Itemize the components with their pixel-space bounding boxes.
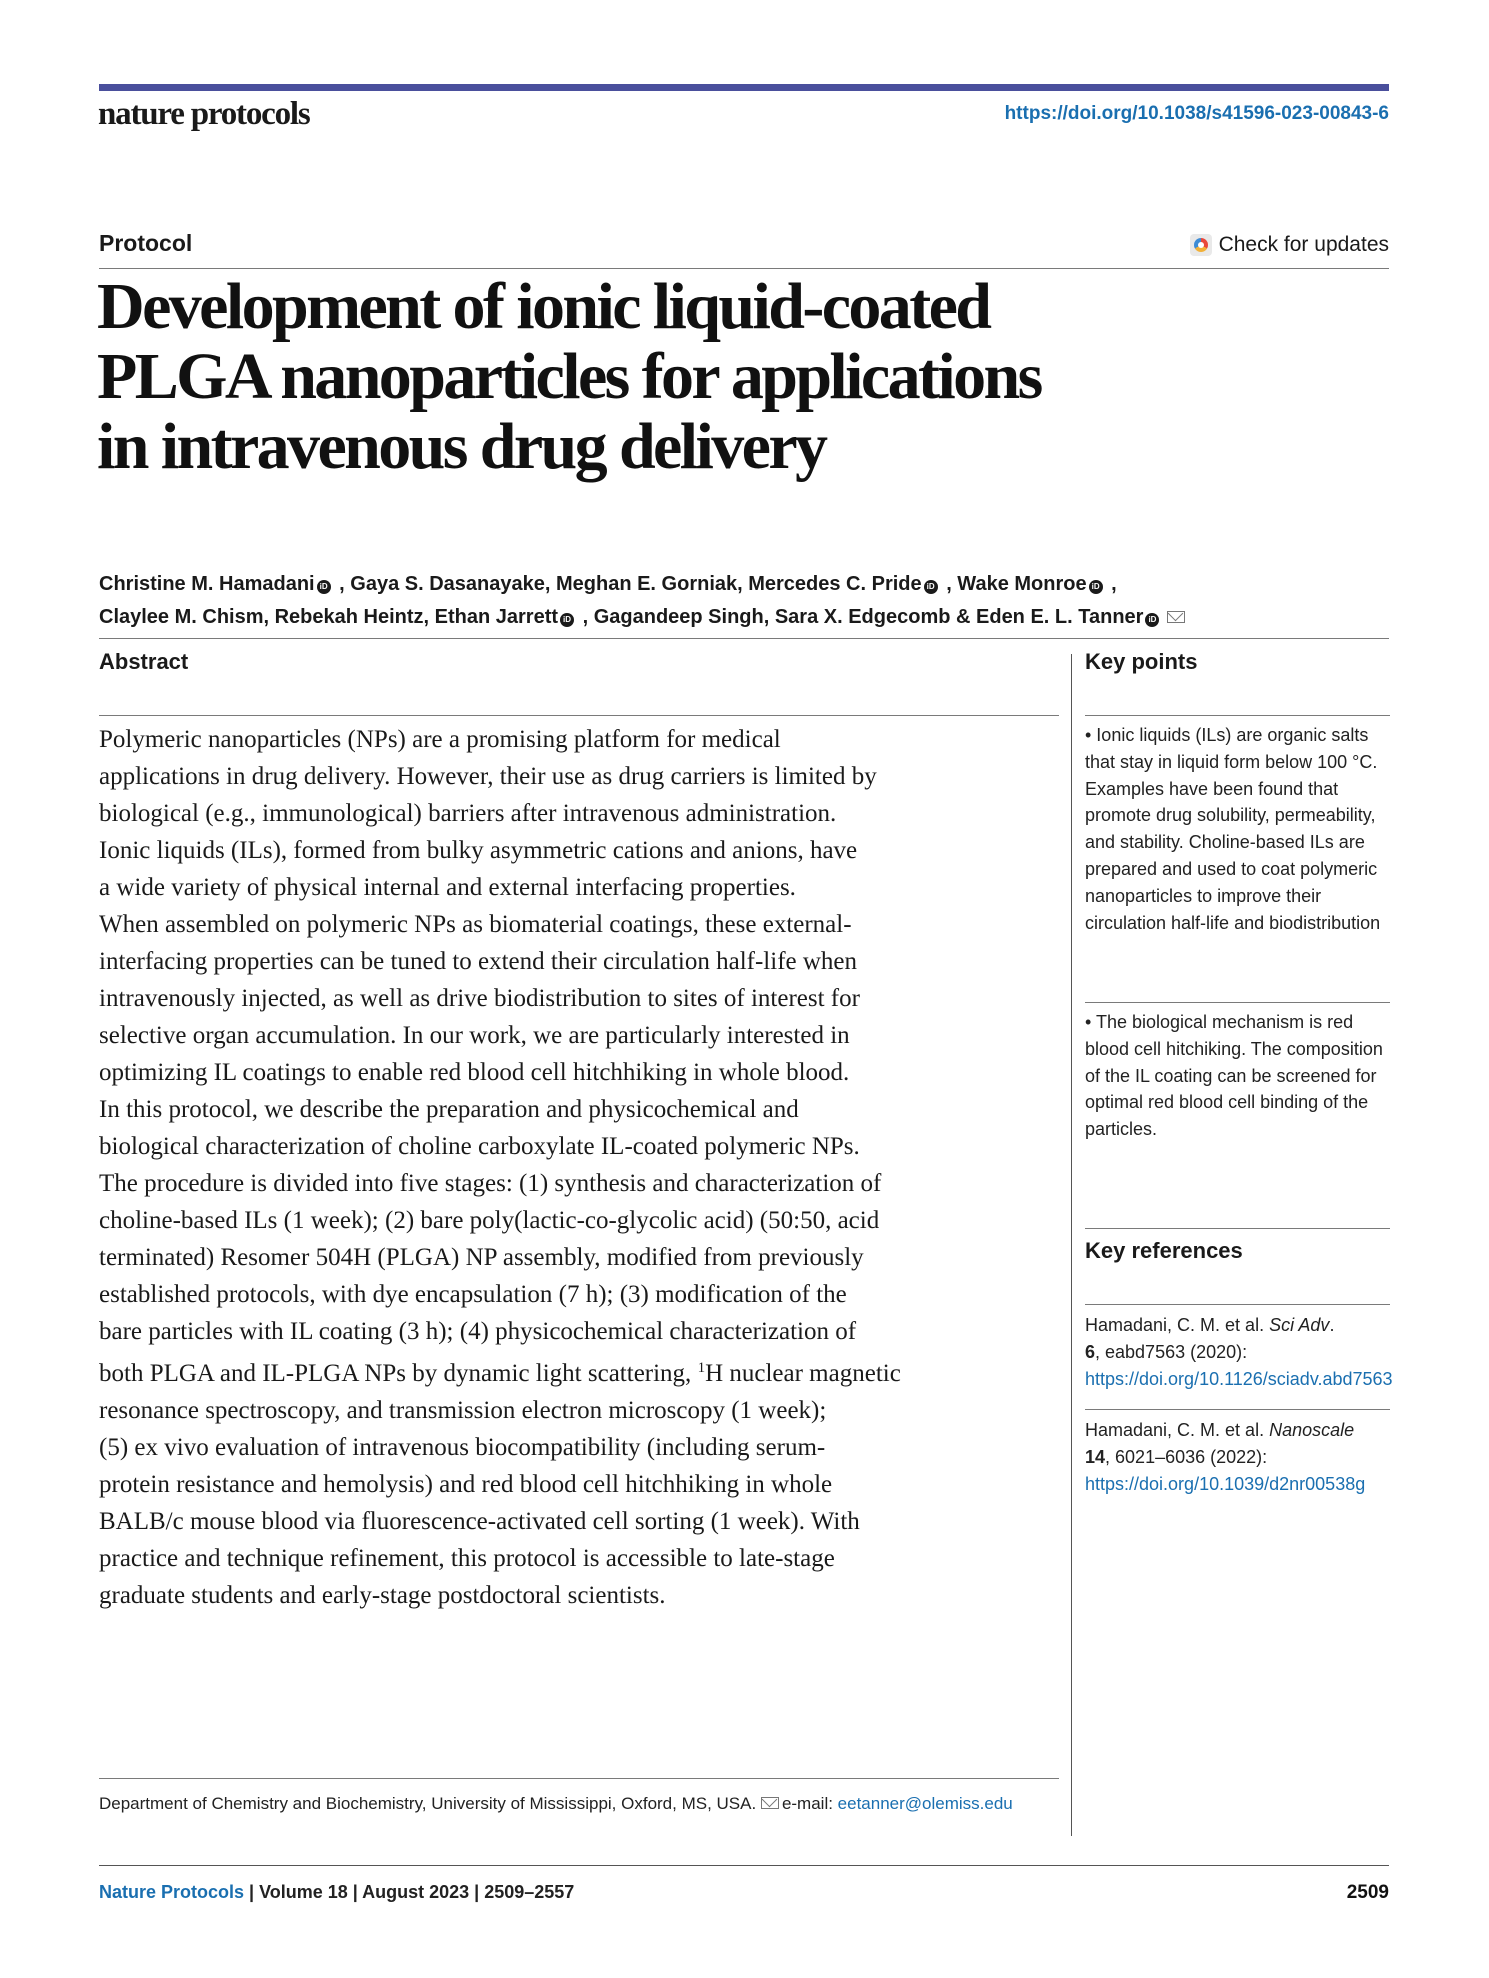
footer-citation xyxy=(99,1882,574,1903)
authors-bottom-rule xyxy=(99,638,1389,639)
title-line-3: in intravenous drug delivery xyxy=(97,410,826,483)
abstract-rule xyxy=(99,715,1059,716)
abstract-line: In this protocol, we describe the preparation and physicochemical and xyxy=(99,1096,799,1123)
article-title xyxy=(97,272,1197,482)
abstract-line: intravenously injected, as well as drive biodistribution to sites of interest for xyxy=(99,985,860,1012)
reference-link[interactable]: https://doi.org/10.1039/d2nr00538g xyxy=(1085,1474,1366,1494)
reference-item xyxy=(1085,1417,1390,1498)
orcid-icon[interactable]: iD xyxy=(1089,580,1103,594)
mail-icon[interactable] xyxy=(1167,611,1185,623)
reference-link[interactable]: https://doi.org/10.1126/sciadv.abd7563 xyxy=(1085,1369,1393,1389)
column-divider xyxy=(1071,654,1072,1836)
reference-volume: 6 xyxy=(1085,1342,1096,1362)
doi-link[interactable]: https://doi.org/10.1038/s41596-023-00843-6 xyxy=(1004,103,1389,124)
author-names[interactable]: , Gagandeep Singh, Sara X. Edgecomb & Eden E. L. Tanner xyxy=(577,606,1144,628)
author-separator: , xyxy=(1105,573,1117,595)
abstract-line: practice and technique refinement, this protocol is accessible to late-stage xyxy=(99,1545,835,1572)
mail-icon xyxy=(761,1797,779,1809)
key-points-heading: Key points xyxy=(1085,649,1198,674)
abstract-line: terminated) Resomer 504H (PLGA) NP assembly, modified from previously xyxy=(99,1244,864,1271)
abstract-line: interfacing properties can be tuned to extend their circulation half-life when xyxy=(99,948,858,975)
abstract-text-span: H nuclear magnetic xyxy=(705,1360,901,1387)
orcid-icon[interactable]: iD xyxy=(924,580,938,594)
abstract-line: graduate students and early-stage postdoctoral scientists. xyxy=(99,1582,666,1609)
email-label: e-mail: xyxy=(781,1794,838,1813)
reference-journal: Sci Adv xyxy=(1269,1315,1330,1335)
affiliation-text: Department of Chemistry and Biochemistry, University of Mississippi, Oxford, MS, USA. xyxy=(99,1794,761,1813)
reference-punct: . xyxy=(1329,1315,1335,1335)
key-point-item: • The biological mechanism is red blood cell hitchiking. The composition of the IL coating can be screened for optimal red blood cell binding of the particles. xyxy=(1085,1012,1383,1140)
check-updates-icon xyxy=(1190,234,1212,256)
abstract-line: established protocols, with dye encapsulation (7 h); (3) modification of the xyxy=(99,1281,847,1308)
key-point-item: • Ionic liquids (ILs) are organic salts that stay in liquid form below 100 °C. Examples have been found that promote drug solubility, permeability, and stability. Choline-based ILs are prepared and used to coat polymeric nanoparticles to improve their circulation half-life and biodistribution xyxy=(1085,725,1381,933)
orcid-icon[interactable]: iD xyxy=(1145,613,1159,627)
page-number: 2509 xyxy=(1346,1882,1389,1903)
orcid-icon[interactable]: iD xyxy=(560,613,574,627)
email-link[interactable]: eetanner@olemiss.edu xyxy=(837,1794,1013,1813)
title-line-1: Development of ionic liquid-coated xyxy=(97,270,990,343)
author-list xyxy=(99,568,1389,634)
footer-journal-link[interactable]: Nature Protocols xyxy=(99,1882,245,1902)
abstract-line: bare particles with IL coating (3 h); (4) physicochemical characterization of xyxy=(99,1318,857,1345)
abstract-line: choline-based ILs (1 week); (2) bare poly(lactic-co-glycolic acid) (50:50, acid xyxy=(99,1207,880,1234)
abstract-line: a wide variety of physical internal and external interfacing properties. xyxy=(99,874,796,901)
superscript: 1 xyxy=(697,1360,706,1376)
abstract-line: When assembled on polymeric NPs as biomaterial coatings, these external- xyxy=(99,911,852,938)
title-line-2: PLGA nanoparticles for applications xyxy=(97,340,1041,413)
key-references-rule xyxy=(1085,1304,1390,1305)
abstract-line: applications in drug delivery. However, their use as drug carriers is limited by xyxy=(99,763,877,790)
abstract-line: biological characterization of choline carboxylate IL-coated polymeric NPs. xyxy=(99,1133,860,1160)
reference-volume: 14 xyxy=(1085,1447,1106,1467)
title-top-rule xyxy=(99,268,1389,269)
footer-details: | Volume 18 | August 2023 | 2509–2557 xyxy=(244,1882,575,1902)
reference-journal: Nanoscale xyxy=(1269,1420,1355,1440)
section-label: Protocol xyxy=(99,230,193,256)
affiliation-rule xyxy=(99,1778,1059,1779)
reference-details: , 6021–6036 (2022): xyxy=(1105,1447,1268,1467)
abstract-line: biological (e.g., immunological) barriers after intravenous administration. xyxy=(99,800,837,827)
affiliation xyxy=(99,1790,1059,1818)
abstract-line: Polymeric nanoparticles (NPs) are a promising platform for medical xyxy=(99,726,781,753)
reference-item xyxy=(1085,1312,1393,1393)
author-names[interactable]: , Gaya S. Dasanayake, Meghan E. Gorniak, Mercedes C. Pride xyxy=(333,573,922,595)
abstract-line: The procedure is divided into five stages: (1) synthesis and characterization of xyxy=(99,1170,882,1197)
abstract-line xyxy=(99,1350,1059,1392)
key-references-top-rule xyxy=(1085,1228,1390,1229)
reference-authors: Hamadani, C. M. et al. xyxy=(1085,1420,1270,1440)
author-names[interactable]: Claylee M. Chism, Rebekah Heintz, Ethan Jarrett xyxy=(99,606,559,628)
author-name[interactable]: Christine M. Hamadani xyxy=(99,573,315,595)
abstract-text xyxy=(99,721,1059,1614)
orcid-icon[interactable]: iD xyxy=(317,580,331,594)
key-point-divider xyxy=(1085,1002,1390,1003)
reference-divider xyxy=(1085,1409,1390,1410)
key-references-heading: Key references xyxy=(1085,1238,1243,1263)
abstract-line: selective organ accumulation. In our work, we are particularly interested in xyxy=(99,1022,850,1049)
author-name[interactable]: , Wake Monroe xyxy=(940,573,1087,595)
footer-rule xyxy=(99,1865,1389,1866)
reference-details: , eabd7563 (2020): xyxy=(1095,1342,1248,1362)
check-updates-button[interactable] xyxy=(1190,233,1389,257)
abstract-heading: Abstract xyxy=(99,649,189,674)
abstract-line: (5) ex vivo evaluation of intravenous biocompatibility (including serum- xyxy=(99,1434,826,1461)
key-points-rule xyxy=(1085,715,1390,716)
check-updates-label: Check for updates xyxy=(1218,233,1389,256)
reference-authors: Hamadani, C. M. et al. xyxy=(1085,1315,1270,1335)
abstract-text-span: both PLGA and IL-PLGA NPs by dynamic light scattering, xyxy=(99,1360,698,1387)
abstract-line: BALB/c mouse blood via fluorescence-activated cell sorting (1 week). With xyxy=(99,1508,860,1535)
abstract-line: resonance spectroscopy, and transmission electron microscopy (1 week); xyxy=(99,1397,827,1424)
abstract-line: Ionic liquids (ILs), formed from bulky asymmetric cations and anions, have xyxy=(99,837,858,864)
abstract-line: optimizing IL coatings to enable red blood cell hitchhiking in whole blood. xyxy=(99,1059,850,1086)
journal-logo: nature protocols xyxy=(98,96,310,132)
abstract-line: protein resistance and hemolysis) and red blood cell hitchhiking in whole xyxy=(99,1471,833,1498)
top-color-bar xyxy=(99,84,1389,91)
